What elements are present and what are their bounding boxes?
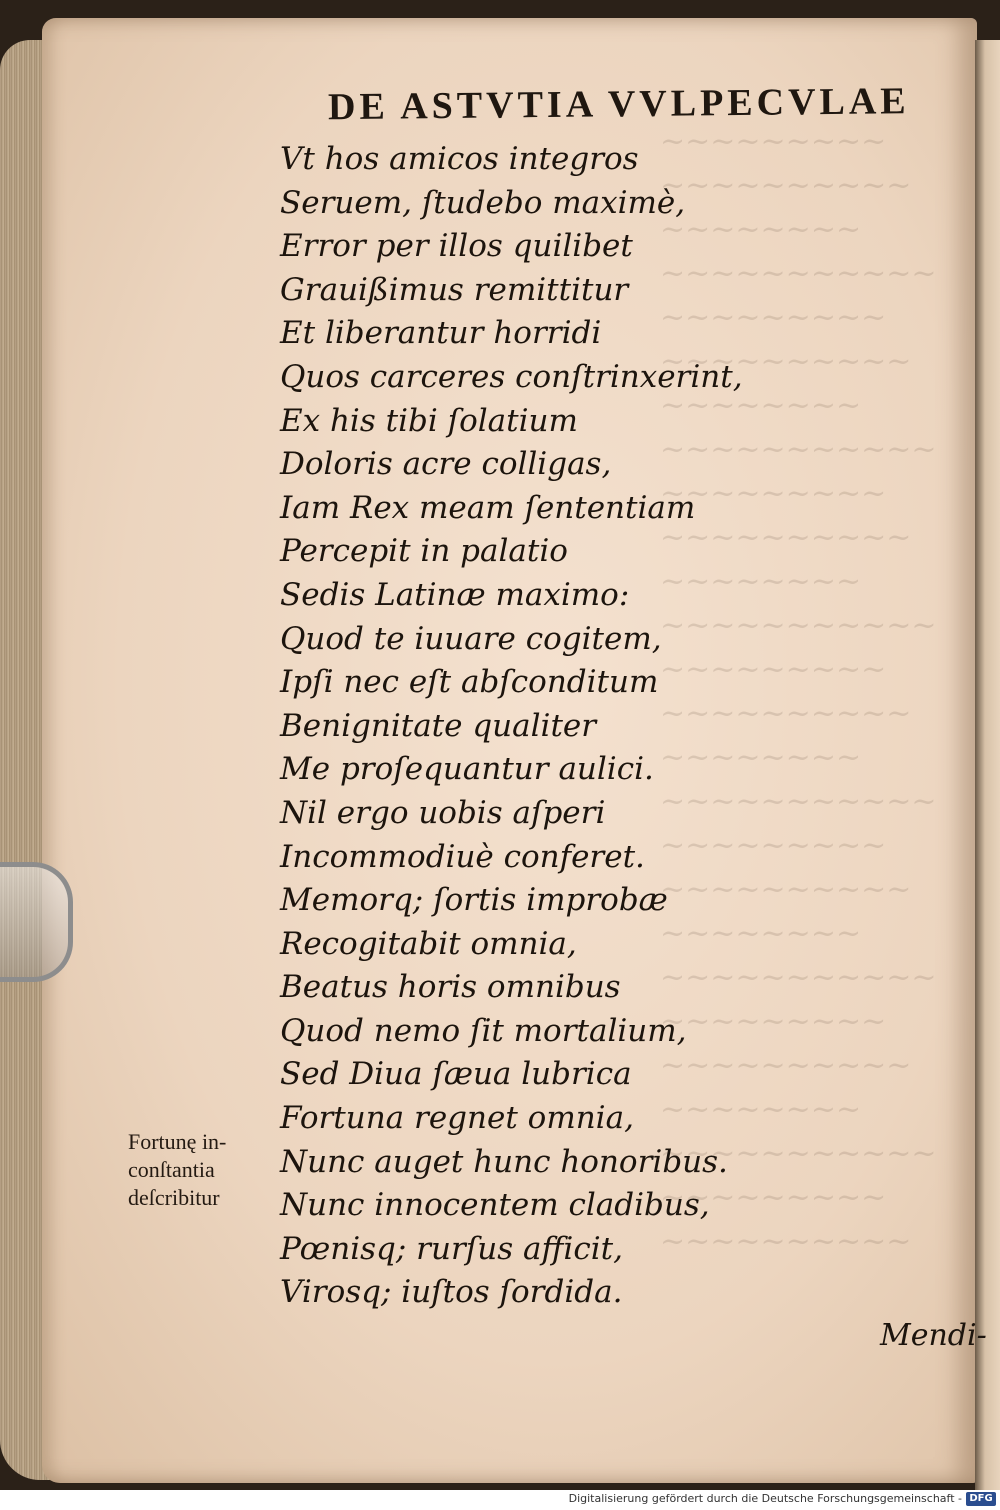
verse-line: Seruem, ſtudebo maximè,	[280, 184, 686, 221]
verse-line: Nunc innocentem cladibus,	[280, 1187, 710, 1224]
verse-line: Ex his tibi ſolatium	[280, 402, 578, 439]
catchword: Mendi-	[880, 1318, 987, 1353]
verse-line: Doloris acre colligas,	[280, 446, 612, 483]
margin-note	[128, 1128, 273, 1212]
verse-line: Sedis Latinæ maximo:	[280, 576, 630, 613]
footer-bar	[0, 1490, 1000, 1510]
verse-line: Beatus horis omnibus	[280, 969, 621, 1006]
verse-line: Error per illos quilibet	[280, 228, 633, 265]
verse-line: Fortuna regnet omnia,	[280, 1100, 634, 1137]
verse-line: Nunc auget hunc honoribus.	[280, 1143, 728, 1180]
verse-line: Percepit in palatio	[280, 533, 568, 570]
verse-line: Ipſi nec eſt abſconditum	[280, 664, 659, 701]
dfg-logo-icon: DFG	[966, 1492, 996, 1506]
verse-line: Vt hos amicos integros	[280, 141, 639, 177]
verse-line: Pœnisq; rurſus afficit,	[280, 1230, 623, 1267]
verse-line: Quod nemo ſit mortalium,	[280, 1012, 687, 1049]
verse-block	[280, 138, 743, 1315]
margin-note-line: deſcribitur	[128, 1185, 220, 1210]
verse-line: Iam Rex meam ſententiam	[280, 489, 696, 526]
margin-note-line: conſtantia	[128, 1157, 215, 1182]
verse-line: Nil ergo uobis aſperi	[280, 794, 606, 831]
running-head: DE ASTVTIA VVLPECVLAE	[327, 80, 910, 129]
verse-line: Incommodiuè conferet.	[280, 838, 645, 875]
show-through-text: ~~~~~~~~~ ~~~~~~~~~~ ~~~~~~~~ ~~~~~~~~~~~ ~~~~~~~~~ ~~~~~~~~~~ ~~~~~~~~ ~~~~~~~~~~~ ~~~~~~~~~ ~~~~~~~~~~ ~~~~~~~~ ~~~~~~~~~~~ ~~~~~~~~~ ~~~~~~~~~~ ~~~~~~~~ ~~~~~~~~~~~ ~~~~~~~~~ ~~~~~~~~~~ ~~~~~~~~ ~~~~~~~~~~~ ~~~~~~~~~ ~~~~~~~~~~ ~~~~~~~~ ~~~~~~~~~~~ ~~~~~~~~~ ~~~~~~~~~~	[660, 124, 937, 1259]
verse-line: Sed Diua ſæua lubrica	[280, 1056, 632, 1093]
verse-line: Quod te iuuare cogitem,	[280, 620, 662, 657]
verse-line: Virosq; iuſtos ſordida.	[280, 1274, 623, 1311]
page-clip-icon	[0, 862, 73, 982]
verse-line: Grauißimus remittitur	[280, 271, 629, 308]
verse-line: Memorq; ſortis improbæ	[280, 882, 668, 919]
verse-line: Me proſequantur aulici.	[280, 751, 654, 788]
verse-line: Quos carceres conſtrinxerint,	[280, 358, 743, 395]
verse-line: Benignitate qualiter	[280, 707, 597, 744]
margin-note-line: Fortunę in-	[128, 1129, 227, 1154]
funding-credit: Digitalisierung gefördert durch die Deutsche Forschungsgemeinschaft -	[568, 1492, 962, 1505]
verse-line: Et liberantur horridi	[280, 315, 602, 352]
verse-line: Recogitabit omnia,	[280, 925, 577, 962]
